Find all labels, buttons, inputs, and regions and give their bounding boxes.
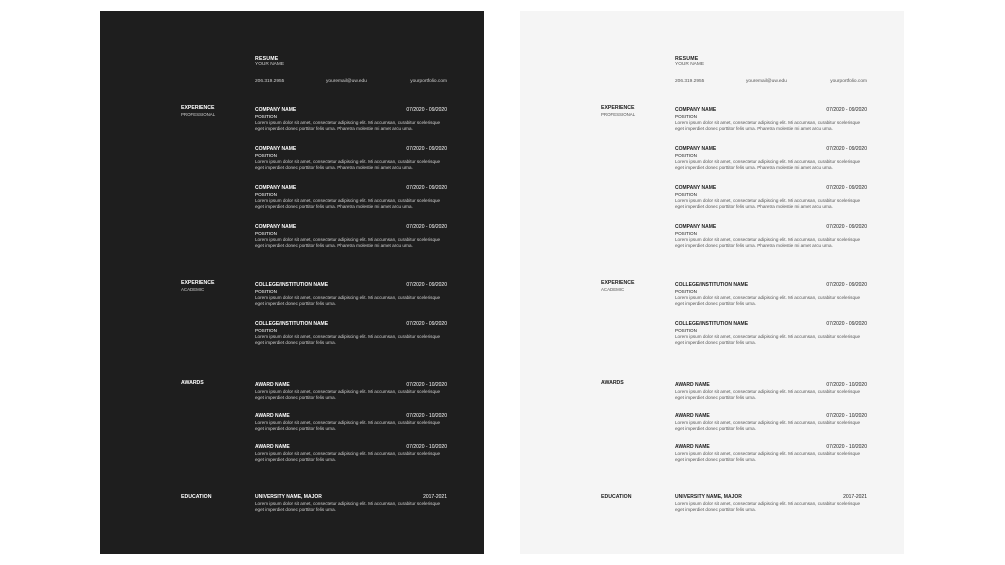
entry-description: Lorem ipsum dolor sit amet, consectetur adipiscing elit. Mi accumsan, curabitur scelerisque eget imperdiet donec porttitor felis urna. Pharetra molestie mi amet arcu urna. xyxy=(255,236,441,249)
entry-description: Lorem ipsum dolor sit amet, consectetur adipiscing elit. Mi accumsan, curabitur scelerisque eget imperdiet donec porttitor felis urna. xyxy=(255,333,441,346)
entry-position: POSITION xyxy=(255,191,277,197)
section-subheading-academic: ACADEMIC xyxy=(181,286,205,292)
entry-description: Lorem ipsum dolor sit amet, consectetur adipiscing elit. Mi accumsan, curabitur scelerisque eget imperdiet donec porttitor felis urna. xyxy=(675,388,861,401)
entry-title: AWARD NAME xyxy=(255,382,290,388)
entry-description: Lorem ipsum dolor sit amet, consectetur adipiscing elit. Mi accumsan, curabitur scelerisque eget imperdiet donec porttitor felis urna. xyxy=(255,450,441,463)
entry-description: Lorem ipsum dolor sit amet, consectetur adipiscing elit. Mi accumsan, curabitur scelerisque eget imperdiet donec porttitor felis urna. xyxy=(255,294,441,307)
entry-date: 07/2020 - 09/2020 xyxy=(826,224,867,230)
entry-title: COLLEGE/INSTITUTION NAME xyxy=(675,282,749,288)
resume-page-light xyxy=(520,11,904,554)
phone-number: 206.319.2955 xyxy=(675,79,705,84)
entry-description: Lorem ipsum dolor sit amet, consectetur adipiscing elit. Mi accumsan, curabitur scelerisque eget imperdiet donec porttitor felis urna. Pharetra molestie mi amet arcu urna. xyxy=(255,119,441,132)
section-heading-education: EDUCATION xyxy=(601,494,632,500)
section-heading-academic: EXPERIENCE xyxy=(181,280,215,286)
entry-title: COMPANY NAME xyxy=(675,107,717,113)
entry-description: Lorem ipsum dolor sit amet, consectetur adipiscing elit. Mi accumsan, curabitur scelerisque eget imperdiet donec porttitor felis urna. xyxy=(675,450,861,463)
entry-date: 07/2020 - 09/2020 xyxy=(826,146,867,152)
entry-title: COMPANY NAME xyxy=(675,224,717,230)
section-subheading-academic: ACADEMIC xyxy=(601,286,625,292)
entry-description: Lorem ipsum dolor sit amet, consectetur adipiscing elit. Mi accumsan, curabitur scelerisque eget imperdiet donec porttitor felis urna. xyxy=(675,333,861,346)
entry-date: 07/2020 - 09/2020 xyxy=(826,185,867,191)
entry-date: 07/2020 - 09/2020 xyxy=(406,282,447,288)
section-heading-professional: EXPERIENCE xyxy=(601,105,635,111)
entry-position: POSITION xyxy=(255,113,277,119)
entry-date: 2017-2021 xyxy=(423,494,447,500)
entry-description: Lorem ipsum dolor sit amet, consectetur adipiscing elit. Mi accumsan, curabitur scelerisque eget imperdiet donec porttitor felis urna. Pharetra molestie mi amet arcu urna. xyxy=(255,158,441,171)
entry-title: COLLEGE/INSTITUTION NAME xyxy=(255,282,329,288)
resume-title: RESUME xyxy=(255,56,279,62)
entry-description: Lorem ipsum dolor sit amet, consectetur adipiscing elit. Mi accumsan, curabitur scelerisque eget imperdiet donec porttitor felis urna. Pharetra molestie mi amet arcu urna. xyxy=(675,197,861,210)
entry-date: 07/2020 - 09/2020 xyxy=(406,321,447,327)
section-heading-awards: AWARDS xyxy=(181,380,204,386)
entry-title: COMPANY NAME xyxy=(675,185,717,191)
entry-title: AWARD NAME xyxy=(675,444,710,450)
entry-date: 07/2020 - 09/2020 xyxy=(406,146,447,152)
entry-date: 07/2020 - 10/2020 xyxy=(406,413,447,419)
entry-date: 07/2020 - 10/2020 xyxy=(826,382,867,388)
entry-date: 07/2020 - 10/2020 xyxy=(406,382,447,388)
entry-description: Lorem ipsum dolor sit amet, consectetur adipiscing elit. Mi accumsan, curabitur scelerisque eget imperdiet donec porttitor felis urna. Pharetra molestie mi amet arcu urna. xyxy=(675,236,861,249)
entry-position: POSITION xyxy=(675,152,697,158)
entry-description: Lorem ipsum dolor sit amet, consectetur adipiscing elit. Mi accumsan, curabitur scelerisque eget imperdiet donec porttitor felis urna. Pharetra molestie mi amet arcu urna. xyxy=(675,119,861,132)
entry-title: COMPANY NAME xyxy=(255,224,297,230)
section-heading-awards: AWARDS xyxy=(601,380,624,386)
entry-date: 07/2020 - 10/2020 xyxy=(826,413,867,419)
entry-position: POSITION xyxy=(675,113,697,119)
entry-title: COMPANY NAME xyxy=(675,146,717,152)
entry-title: COLLEGE/INSTITUTION NAME xyxy=(675,321,749,327)
section-subheading-professional: PROFESSIONAL xyxy=(601,111,636,117)
section-subheading-professional: PROFESSIONAL xyxy=(181,111,216,117)
entry-description: Lorem ipsum dolor sit amet, consectetur adipiscing elit. Mi accumsan, curabitur scelerisque eget imperdiet donec porttitor felis urna. Pharetra molestie mi amet arcu urna. xyxy=(675,158,861,171)
entry-position: POSITION xyxy=(255,288,277,294)
entry-position: POSITION xyxy=(675,191,697,197)
entry-position: POSITION xyxy=(675,327,697,333)
entry-title: UNIVERSITY NAME, MAJOR xyxy=(675,494,742,500)
entry-description: Lorem ipsum dolor sit amet, consectetur adipiscing elit. Mi accumsan, curabitur scelerisque eget imperdiet donec porttitor felis urna. xyxy=(675,500,861,513)
entry-date: 2017-2021 xyxy=(843,494,867,500)
portfolio-link: yourportfolio.com xyxy=(830,79,867,84)
entry-description: Lorem ipsum dolor sit amet, consectetur adipiscing elit. Mi accumsan, curabitur scelerisque eget imperdiet donec porttitor felis urna. xyxy=(675,294,861,307)
entry-title: COMPANY NAME xyxy=(255,107,297,113)
entry-title: AWARD NAME xyxy=(675,382,710,388)
entry-title: COMPANY NAME xyxy=(255,185,297,191)
entry-position: POSITION xyxy=(255,230,277,236)
entry-title: AWARD NAME xyxy=(255,413,290,419)
entry-description: Lorem ipsum dolor sit amet, consectetur adipiscing elit. Mi accumsan, curabitur scelerisque eget imperdiet donec porttitor felis urna. Pharetra molestie mi amet arcu urna. xyxy=(255,197,441,210)
entry-title: AWARD NAME xyxy=(675,413,710,419)
entry-description: Lorem ipsum dolor sit amet, consectetur adipiscing elit. Mi accumsan, curabitur scelerisque eget imperdiet donec porttitor felis urna. xyxy=(675,419,861,432)
section-heading-academic: EXPERIENCE xyxy=(601,280,635,286)
resume-title: RESUME xyxy=(675,56,699,62)
resume-name: YOUR NAME xyxy=(255,62,285,67)
entry-description: Lorem ipsum dolor sit amet, consectetur adipiscing elit. Mi accumsan, curabitur scelerisque eget imperdiet donec porttitor felis urna. xyxy=(255,419,441,432)
entry-date: 07/2020 - 10/2020 xyxy=(406,444,447,450)
resume-page-dark xyxy=(100,11,484,554)
section-heading-professional: EXPERIENCE xyxy=(181,105,215,111)
phone-number: 206.319.2955 xyxy=(255,79,285,84)
portfolio-link: yourportfolio.com xyxy=(410,79,447,84)
entry-date: 07/2020 - 09/2020 xyxy=(406,185,447,191)
entry-date: 07/2020 - 09/2020 xyxy=(826,107,867,113)
entry-title: AWARD NAME xyxy=(255,444,290,450)
entry-description: Lorem ipsum dolor sit amet, consectetur adipiscing elit. Mi accumsan, curabitur scelerisque eget imperdiet donec porttitor felis urna. xyxy=(255,500,441,513)
entry-date: 07/2020 - 09/2020 xyxy=(826,321,867,327)
entry-title: COMPANY NAME xyxy=(255,146,297,152)
resume-name: YOUR NAME xyxy=(675,62,705,67)
entry-position: POSITION xyxy=(255,152,277,158)
entry-title: UNIVERSITY NAME, MAJOR xyxy=(255,494,322,500)
entry-date: 07/2020 - 09/2020 xyxy=(406,224,447,230)
entry-position: POSITION xyxy=(675,230,697,236)
entry-title: COLLEGE/INSTITUTION NAME xyxy=(255,321,329,327)
entry-position: POSITION xyxy=(255,327,277,333)
entry-description: Lorem ipsum dolor sit amet, consectetur adipiscing elit. Mi accumsan, curabitur scelerisque eget imperdiet donec porttitor felis urna. xyxy=(255,388,441,401)
email-address: youremail@uw.edu xyxy=(326,79,367,84)
email-address: youremail@uw.edu xyxy=(746,79,787,84)
entry-date: 07/2020 - 10/2020 xyxy=(826,444,867,450)
entry-date: 07/2020 - 09/2020 xyxy=(406,107,447,113)
entry-date: 07/2020 - 09/2020 xyxy=(826,282,867,288)
entry-position: POSITION xyxy=(675,288,697,294)
section-heading-education: EDUCATION xyxy=(181,494,212,500)
